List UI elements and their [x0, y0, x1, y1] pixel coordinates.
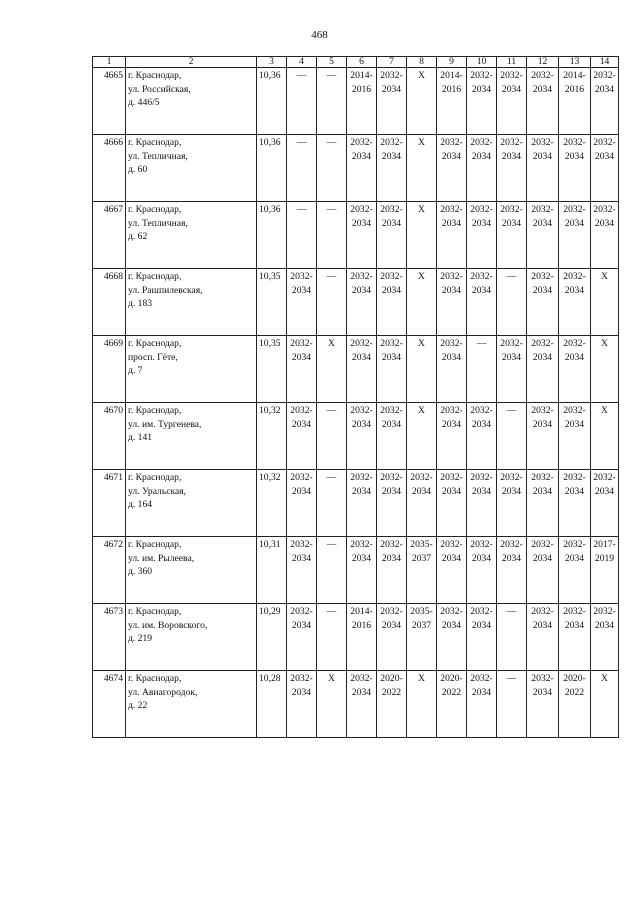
period-cell: 2032- 2034 [591, 470, 619, 537]
value-cell: 10,36 [257, 135, 287, 202]
period-cell: 2032- 2034 [527, 537, 559, 604]
period-cell: — [317, 68, 347, 135]
period-cell: — [317, 403, 347, 470]
period-cell: 2035- 2037 [407, 537, 437, 604]
period-cell: — [317, 202, 347, 269]
period-cell: 2032- 2034 [467, 671, 497, 738]
value-cell: 10,36 [257, 202, 287, 269]
period-cell: — [317, 135, 347, 202]
period-cell: 2014- 2016 [347, 604, 377, 671]
period-cell: X [317, 671, 347, 738]
period-cell: X [591, 671, 619, 738]
period-cell: 2032- 2034 [347, 470, 377, 537]
period-cell: 2032- 2034 [527, 604, 559, 671]
value-cell: 10,36 [257, 68, 287, 135]
period-cell: 2032- 2034 [437, 135, 467, 202]
period-cell: — [287, 68, 317, 135]
period-cell: 2032- 2034 [591, 68, 619, 135]
column-number-header: 5 [317, 57, 347, 68]
period-cell: 2032- 2034 [467, 135, 497, 202]
period-cell: 2032- 2034 [559, 336, 591, 403]
value-cell: 10,35 [257, 269, 287, 336]
row-number-cell: 4673 [93, 604, 126, 671]
address-cell: г. Краснодар, ул. Уральская, д. 164 [126, 470, 257, 537]
table-row [93, 671, 619, 738]
address-cell: г. Краснодар, ул. им. Воровского, д. 219 [126, 604, 257, 671]
row-number-cell: 4667 [93, 202, 126, 269]
column-number-header: 8 [407, 57, 437, 68]
period-cell: 2032- 2034 [377, 336, 407, 403]
value-cell: 10,32 [257, 403, 287, 470]
column-number-header: 10 [467, 57, 497, 68]
table-row [93, 269, 619, 336]
period-cell: 2032- 2034 [527, 470, 559, 537]
value-cell: 10,35 [257, 336, 287, 403]
period-cell: 2032- 2034 [527, 671, 559, 738]
value-cell: 10,31 [257, 537, 287, 604]
period-cell: 2032- 2034 [467, 604, 497, 671]
period-cell: 2014- 2016 [559, 68, 591, 135]
period-cell: 2032- 2034 [559, 135, 591, 202]
period-cell: 2020- 2022 [377, 671, 407, 738]
period-cell: 2032- 2034 [437, 470, 467, 537]
period-cell: — [497, 269, 527, 336]
table-row [93, 68, 619, 135]
period-cell: 2032- 2034 [591, 202, 619, 269]
row-number-cell: 4672 [93, 537, 126, 604]
row-number-cell: 4666 [93, 135, 126, 202]
period-cell: 2032- 2034 [527, 269, 559, 336]
row-number-cell: 4670 [93, 403, 126, 470]
period-cell: 2032- 2034 [467, 537, 497, 604]
period-cell: 2032- 2034 [347, 202, 377, 269]
period-cell: — [317, 470, 347, 537]
period-cell: — [287, 135, 317, 202]
column-number-header: 3 [257, 57, 287, 68]
period-cell: X [407, 671, 437, 738]
column-number-header: 1 [93, 57, 126, 68]
period-cell: 2032- 2034 [377, 470, 407, 537]
period-cell: 2032- 2034 [437, 202, 467, 269]
period-cell: 2032- 2034 [467, 269, 497, 336]
column-number-header: 12 [527, 57, 559, 68]
table-body [93, 57, 619, 738]
period-cell: 2032- 2034 [527, 336, 559, 403]
period-cell: 2032- 2034 [407, 470, 437, 537]
period-cell: 2032- 2034 [377, 403, 407, 470]
period-cell: — [467, 336, 497, 403]
page-number: 468 [311, 29, 328, 41]
period-cell: 2032- 2034 [437, 604, 467, 671]
period-cell: 2032- 2034 [287, 671, 317, 738]
period-cell: 2032- 2034 [527, 403, 559, 470]
period-cell: 2032- 2034 [347, 537, 377, 604]
row-number-cell: 4669 [93, 336, 126, 403]
table-row [93, 470, 619, 537]
period-cell: 2017- 2019 [591, 537, 619, 604]
column-number-row [93, 57, 619, 68]
period-cell: 2032- 2034 [437, 269, 467, 336]
table-row [93, 537, 619, 604]
address-cell: г. Краснодар, ул. Рашпилевская, д. 183 [126, 269, 257, 336]
period-cell: X [407, 336, 437, 403]
period-cell: 2032- 2034 [591, 604, 619, 671]
period-cell: 2032- 2034 [497, 68, 527, 135]
period-cell: 2032- 2034 [527, 68, 559, 135]
period-cell: 2032- 2034 [377, 135, 407, 202]
period-cell: 2032- 2034 [497, 537, 527, 604]
column-number-header: 6 [347, 57, 377, 68]
table-row [93, 604, 619, 671]
period-cell: 2032- 2034 [377, 202, 407, 269]
period-cell: — [497, 671, 527, 738]
address-cell: г. Краснодар, ул. им. Тургенева, д. 141 [126, 403, 257, 470]
period-cell: X [591, 336, 619, 403]
table-row [93, 202, 619, 269]
period-cell: 2035- 2037 [407, 604, 437, 671]
period-cell: X [317, 336, 347, 403]
value-cell: 10,28 [257, 671, 287, 738]
period-cell: X [591, 269, 619, 336]
period-cell: — [317, 604, 347, 671]
period-cell: 2032- 2034 [377, 604, 407, 671]
period-cell: X [407, 269, 437, 336]
period-cell: 2032- 2034 [467, 403, 497, 470]
period-cell: 2032- 2034 [559, 269, 591, 336]
period-cell: — [287, 202, 317, 269]
period-cell: 2032- 2034 [559, 604, 591, 671]
table-row [93, 403, 619, 470]
period-cell: 2032- 2034 [437, 403, 467, 470]
row-number-cell: 4671 [93, 470, 126, 537]
period-cell: 2014- 2016 [347, 68, 377, 135]
period-cell: 2032- 2034 [347, 336, 377, 403]
period-cell: 2032- 2034 [497, 202, 527, 269]
period-cell: 2032- 2034 [287, 336, 317, 403]
period-cell: 2032- 2034 [497, 470, 527, 537]
period-cell: 2032- 2034 [497, 336, 527, 403]
period-cell: 2032- 2034 [591, 135, 619, 202]
value-cell: 10,32 [257, 470, 287, 537]
column-number-header: 4 [287, 57, 317, 68]
period-cell: X [407, 68, 437, 135]
period-cell: 2032- 2034 [287, 470, 317, 537]
period-cell: 2032- 2034 [559, 403, 591, 470]
period-cell: 2032- 2034 [497, 135, 527, 202]
register-table [92, 56, 619, 738]
row-number-cell: 4665 [93, 68, 126, 135]
period-cell: — [497, 403, 527, 470]
period-cell: 2014- 2016 [437, 68, 467, 135]
period-cell: 2032- 2034 [559, 537, 591, 604]
column-number-header: 14 [591, 57, 619, 68]
address-cell: г. Краснодар, ул. Авиагородок, д. 22 [126, 671, 257, 738]
row-number-cell: 4668 [93, 269, 126, 336]
table-row [93, 135, 619, 202]
period-cell: 2020- 2022 [559, 671, 591, 738]
table-row [93, 336, 619, 403]
row-number-cell: 4674 [93, 671, 126, 738]
period-cell: 2032- 2034 [287, 537, 317, 604]
period-cell: 2032- 2034 [377, 537, 407, 604]
period-cell: 2020- 2022 [437, 671, 467, 738]
address-cell: г. Краснодар, ул. Тепличная, д. 62 [126, 202, 257, 269]
period-cell: 2032- 2034 [559, 470, 591, 537]
period-cell: 2032- 2034 [377, 269, 407, 336]
column-number-header: 2 [126, 57, 257, 68]
period-cell: 2032- 2034 [467, 68, 497, 135]
column-number-header: 13 [559, 57, 591, 68]
address-cell: г. Краснодар, просп. Гёте, д. 7 [126, 336, 257, 403]
period-cell: — [497, 604, 527, 671]
period-cell: 2032- 2034 [287, 269, 317, 336]
period-cell: 2032- 2034 [559, 202, 591, 269]
period-cell: 2032- 2034 [287, 604, 317, 671]
period-cell: 2032- 2034 [347, 671, 377, 738]
period-cell: 2032- 2034 [347, 269, 377, 336]
period-cell: 2032- 2034 [287, 403, 317, 470]
period-cell: X [407, 403, 437, 470]
period-cell: 2032- 2034 [437, 336, 467, 403]
period-cell: X [407, 135, 437, 202]
address-cell: г. Краснодар, ул. Российская, д. 446/5 [126, 68, 257, 135]
period-cell: 2032- 2034 [347, 403, 377, 470]
value-cell: 10,29 [257, 604, 287, 671]
period-cell: 2032- 2034 [527, 135, 559, 202]
address-cell: г. Краснодар, ул. Тепличная, д. 60 [126, 135, 257, 202]
period-cell: X [591, 403, 619, 470]
period-cell: 2032- 2034 [467, 202, 497, 269]
period-cell: — [317, 269, 347, 336]
period-cell: 2032- 2034 [437, 537, 467, 604]
address-cell: г. Краснодар, ул. им. Рылеева, д. 360 [126, 537, 257, 604]
period-cell: 2032- 2034 [467, 470, 497, 537]
column-number-header: 11 [497, 57, 527, 68]
column-number-header: 7 [377, 57, 407, 68]
period-cell: — [317, 537, 347, 604]
period-cell: 2032- 2034 [347, 135, 377, 202]
column-number-header: 9 [437, 57, 467, 68]
period-cell: 2032- 2034 [377, 68, 407, 135]
period-cell: 2032- 2034 [527, 202, 559, 269]
period-cell: X [407, 202, 437, 269]
